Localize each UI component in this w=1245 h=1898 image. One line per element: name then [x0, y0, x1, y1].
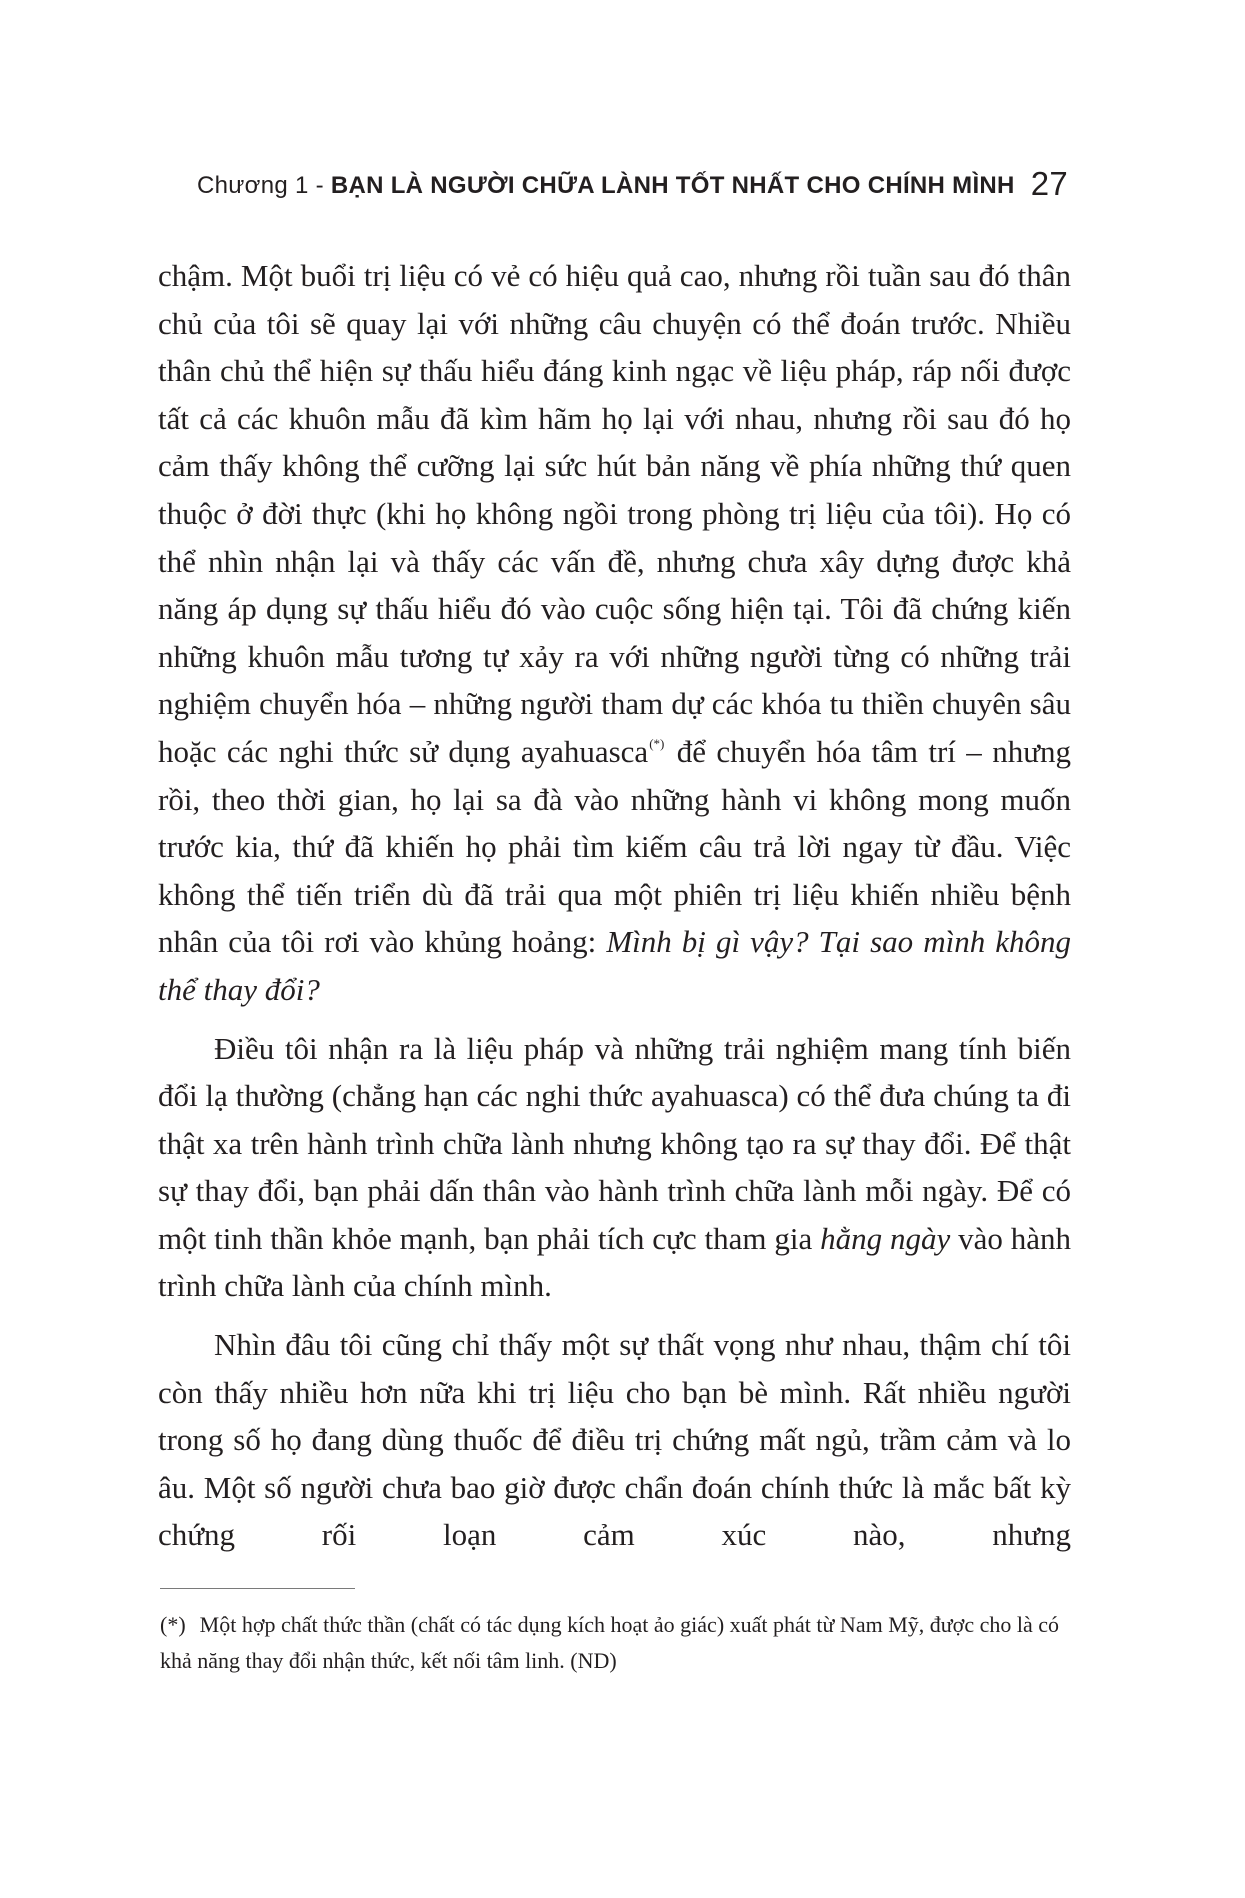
paragraph-3-text: Nhìn đâu tôi cũng chỉ thấy một sự thất vọng như nhau, thậm chí tôi còn thấy nhiều hơn nữa khi trị liệu cho bạn bè mình. Rất nhiều người trong số họ đang dùng thuốc để điều trị chứng mất ngủ, trầm cảm và lo âu. Một số người chưa bao giờ được chẩn đoán chính thức là mắc bất kỳ chứng rối loạn cảm xúc nào, nhưng — [158, 1327, 1071, 1553]
footnote-divider — [160, 1588, 355, 1589]
chapter-prefix: Chương 1 - — [197, 172, 331, 199]
paragraph-2-italic: hằng ngày — [820, 1220, 951, 1256]
chapter-title: BẠN LÀ NGƯỜI CHỮA LÀNH TỐT NHẤT CHO CHÍNH MÌNH — [330, 172, 1015, 199]
paragraph-1-italic-question: Mình bị gì vậy? Tại sao mình không thể thay đổi? — [158, 924, 1072, 1007]
paragraph-2 — [158, 1025, 1071, 1311]
paragraph-1 — [158, 252, 1071, 1014]
page-number: 27 — [1030, 165, 1068, 202]
paragraph-1-text-b: để chuyển hóa tâm trí – nhưng rồi, theo thời gian, họ lại sa đà vào những hành vi không mong muốn trước kia, thứ đã khiến họ phải tìm kiếm câu trả lời ngay từ đầu. Việc không thể tiến triển dù đã trải qua một phiên trị liệu khiến nhiều bệnh nhân của tôi rơi vào khủng hoảng: — [158, 733, 1071, 960]
footnote — [160, 1607, 1070, 1679]
paragraph-2-text-b: vào hành trình chữa lành của chính mình. — [158, 1220, 1071, 1304]
body-text — [158, 252, 1071, 1570]
footnote-marker: (*) — [160, 1612, 186, 1637]
paragraph-1-text-a: chậm. Một buổi trị liệu có vẻ có hiệu quả cao, nhưng rồi tuần sau đó thân chủ của tôi sẽ quay lại với những câu chuyện có thể đoán trước. Nhiều thân chủ thể hiện sự thấu hiểu đáng kinh ngạc về liệu pháp, ráp nối được tất cả các khuôn mẫu đã kìm hãm họ lại với nhau, nhưng rồi sau đó họ cảm thấy không thể cưỡng lại sức hút bản năng về phía những thứ quen thuộc ở đời thực (khi họ không ngồi trong phòng trị liệu của tôi). Họ có thể nhìn nhận lại và thấy các vấn đề, nhưng chưa xây dựng được khả năng áp dụng sự thấu hiểu đó vào cuộc sống hiện tại. Tôi đã chứng kiến những khuôn mẫu tương tự xảy ra với những người từng có những trải nghiệm chuyển hóa – những người tham dự các khóa tu thiền chuyên sâu hoặc các nghi thức sử dụng ayahuasca — [158, 258, 1071, 769]
footnote-text: Một hợp chất thức thần (chất có tác dụng kích hoạt ảo giác) xuất phát từ Nam Mỹ, được cho là có khả năng thay đổi nhận thức, kết nối tâm linh. (ND) — [160, 1612, 1059, 1673]
paragraph-3 — [158, 1321, 1071, 1559]
footnote-reference: (*) — [649, 735, 665, 751]
running-header — [160, 165, 1068, 203]
paragraph-2-text-a: Điều tôi nhận ra là liệu pháp và những trải nghiệm mang tính biến đổi lạ thường (chẳng hạn các nghi thức ayahuasca) có thể đưa chúng ta đi thật xa trên hành trình chữa lành nhưng không tạo ra sự thay đổi. Để thật sự thay đổi, bạn phải dấn thân vào hành trình chữa lành mỗi ngày. Để có một tinh thần khỏe mạnh, bạn phải tích cực tham gia — [158, 1030, 1071, 1256]
